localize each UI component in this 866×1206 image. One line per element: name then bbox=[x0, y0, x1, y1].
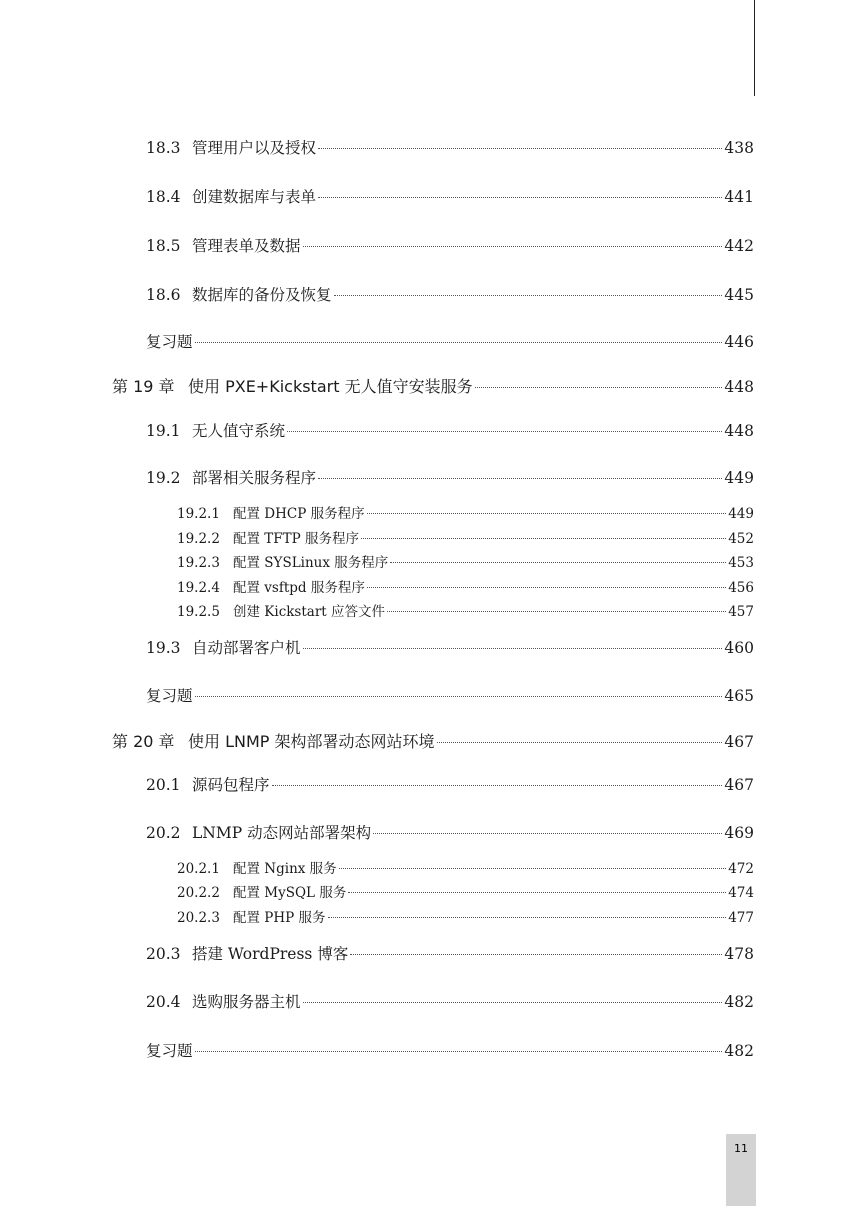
toc-entry-page: 472 bbox=[728, 861, 754, 877]
toc-entry-title: 复习题 bbox=[146, 333, 193, 351]
toc-section-entry[interactable] bbox=[146, 185, 754, 207]
toc-subsection-entry[interactable] bbox=[177, 551, 754, 571]
toc-entry-number: 20.2.3 bbox=[177, 910, 220, 926]
dot-leader bbox=[318, 197, 722, 198]
dot-leader bbox=[272, 785, 723, 786]
toc-entry-number: 18.6 bbox=[146, 286, 181, 304]
toc-section-entry[interactable] bbox=[146, 821, 754, 843]
toc-entry-title: 创建数据库与表单 bbox=[192, 188, 317, 206]
toc-entry-number: 20.1 bbox=[146, 776, 181, 794]
toc-entry-page: 448 bbox=[724, 422, 754, 440]
toc-entry-page: 469 bbox=[724, 824, 754, 842]
dot-leader bbox=[334, 295, 723, 296]
toc-entry-page: 482 bbox=[724, 993, 754, 1011]
dot-leader bbox=[390, 562, 726, 563]
margin-rule bbox=[754, 0, 755, 96]
toc-entry-page: 448 bbox=[724, 378, 754, 396]
toc-section-entry[interactable] bbox=[146, 466, 754, 488]
toc-chapter-entry[interactable] bbox=[112, 374, 754, 397]
dot-leader bbox=[348, 892, 726, 893]
toc-entry-title: 数据库的备份及恢复 bbox=[192, 286, 332, 304]
toc-entry-page: 457 bbox=[728, 604, 754, 620]
toc-entry-number: 19.2.2 bbox=[177, 531, 220, 547]
toc-subsection-entry[interactable] bbox=[177, 600, 754, 620]
toc-entry-title: 使用 PXE+Kickstart 无人值守安装服务 bbox=[188, 377, 473, 396]
toc-subsection-entry[interactable] bbox=[177, 502, 754, 522]
toc-entry-page: 453 bbox=[728, 555, 754, 571]
dot-leader bbox=[195, 1051, 723, 1052]
dot-leader bbox=[339, 868, 727, 869]
toc-entry-number: 第 19 章 bbox=[112, 377, 175, 396]
toc-entry-page: 467 bbox=[724, 733, 754, 751]
toc-entry-number: 20.2 bbox=[146, 824, 181, 842]
toc-entry-number: 19.2.1 bbox=[177, 506, 220, 522]
toc-entry-title: 源码包程序 bbox=[192, 776, 270, 794]
dot-leader bbox=[303, 246, 723, 247]
toc-entry-page: 460 bbox=[724, 639, 754, 657]
toc-entry-number: 19.2.3 bbox=[177, 555, 220, 571]
toc-entry-title: 无人值守系统 bbox=[192, 422, 286, 440]
dot-leader bbox=[287, 431, 722, 432]
toc-entry-page: 441 bbox=[724, 188, 754, 206]
toc-entry-title: LNMP 动态网站部署架构 bbox=[192, 824, 372, 842]
toc-entry-title: 配置 PHP 服务 bbox=[233, 910, 326, 926]
toc-subsection-entry[interactable] bbox=[177, 881, 754, 901]
toc-entry-number: 19.2.4 bbox=[177, 580, 220, 596]
toc-section-entry[interactable] bbox=[146, 942, 754, 964]
toc-entry-title: 使用 LNMP 架构部署动态网站环境 bbox=[188, 732, 435, 751]
toc-review-entry[interactable] bbox=[146, 684, 754, 706]
toc-subsection-entry[interactable] bbox=[177, 857, 754, 877]
toc-entry-page: 456 bbox=[728, 580, 754, 596]
toc-section-entry[interactable] bbox=[146, 283, 754, 305]
dot-leader bbox=[437, 742, 723, 743]
toc-entry-title: 自动部署客户机 bbox=[192, 639, 301, 657]
toc-subsection-entry[interactable] bbox=[177, 576, 754, 596]
toc-section-entry[interactable] bbox=[146, 773, 754, 795]
toc-review-entry[interactable] bbox=[146, 1039, 754, 1061]
page-number: 11 bbox=[734, 1142, 748, 1155]
dot-leader bbox=[367, 513, 727, 514]
toc-entry-number: 20.3 bbox=[146, 945, 181, 963]
toc-entry-number: 19.2.5 bbox=[177, 604, 220, 620]
toc-entry-page: 438 bbox=[724, 139, 754, 157]
toc-entry-number: 18.4 bbox=[146, 188, 181, 206]
toc-entry-title: 管理用户以及授权 bbox=[192, 139, 317, 157]
toc-entry-title: 配置 SYSLinux 服务程序 bbox=[233, 555, 389, 571]
dot-leader bbox=[195, 696, 723, 697]
dot-leader bbox=[361, 538, 726, 539]
toc-entry-number: 18.5 bbox=[146, 237, 181, 255]
toc-entry-title: 配置 vsftpd 服务程序 bbox=[233, 580, 365, 596]
toc-section-entry[interactable] bbox=[146, 990, 754, 1012]
toc-entry-page: 449 bbox=[728, 506, 754, 522]
toc-entry-page: 467 bbox=[724, 776, 754, 794]
toc-section-entry[interactable] bbox=[146, 419, 754, 441]
toc-entry-page: 478 bbox=[724, 945, 754, 963]
dot-leader bbox=[387, 611, 726, 612]
toc-entry-title: 复习题 bbox=[146, 1042, 193, 1060]
dot-leader bbox=[328, 917, 727, 918]
toc-entry-title: 搭建 WordPress 博客 bbox=[192, 945, 349, 963]
toc-entry-title: 配置 DHCP 服务程序 bbox=[233, 506, 365, 522]
dot-leader bbox=[373, 833, 722, 834]
page-number-tab bbox=[726, 1134, 756, 1206]
toc-section-entry[interactable] bbox=[146, 234, 754, 256]
toc-section-entry[interactable] bbox=[146, 136, 754, 158]
toc-entry-number: 19.2 bbox=[146, 469, 181, 487]
dot-leader bbox=[303, 1002, 723, 1003]
dot-leader bbox=[367, 587, 726, 588]
toc-entry-number: 第 20 章 bbox=[112, 732, 175, 751]
toc-subsection-entry[interactable] bbox=[177, 527, 754, 547]
toc-entry-page: 449 bbox=[724, 469, 754, 487]
dot-leader bbox=[195, 342, 723, 343]
toc-section-entry[interactable] bbox=[146, 636, 754, 658]
toc-entry-page: 442 bbox=[724, 237, 754, 255]
toc-entry-page: 477 bbox=[728, 910, 754, 926]
toc-chapter-entry[interactable] bbox=[112, 729, 754, 752]
toc-entry-page: 465 bbox=[724, 687, 754, 705]
toc-subsection-entry[interactable] bbox=[177, 906, 754, 926]
toc-entry-page: 452 bbox=[728, 531, 754, 547]
dot-leader bbox=[350, 954, 722, 955]
toc-entry-number: 20.2.1 bbox=[177, 861, 220, 877]
toc-review-entry[interactable] bbox=[146, 330, 754, 352]
toc-entry-page: 446 bbox=[724, 333, 754, 351]
toc-entry-title: 管理表单及数据 bbox=[192, 237, 301, 255]
toc-entry-title: 复习题 bbox=[146, 687, 193, 705]
dot-leader bbox=[318, 148, 722, 149]
dot-leader bbox=[303, 648, 723, 649]
dot-leader bbox=[475, 387, 723, 388]
toc-entry-title: 选购服务器主机 bbox=[192, 993, 301, 1011]
toc-entry-title: 配置 MySQL 服务 bbox=[233, 885, 347, 901]
toc-entry-number: 19.1 bbox=[146, 422, 181, 440]
toc-entry-title: 部署相关服务程序 bbox=[192, 469, 317, 487]
toc-entry-number: 18.3 bbox=[146, 139, 181, 157]
toc-entry-title: 配置 Nginx 服务 bbox=[233, 861, 337, 877]
toc-entry-number: 20.2.2 bbox=[177, 885, 220, 901]
toc-entry-title: 创建 Kickstart 应答文件 bbox=[233, 604, 386, 620]
toc-entry-page: 474 bbox=[728, 885, 754, 901]
toc-entry-number: 19.3 bbox=[146, 639, 181, 657]
toc-entry-page: 445 bbox=[724, 286, 754, 304]
toc-entry-title: 配置 TFTP 服务程序 bbox=[233, 531, 360, 547]
toc-entry-page: 482 bbox=[724, 1042, 754, 1060]
toc-entry-number: 20.4 bbox=[146, 993, 181, 1011]
dot-leader bbox=[318, 478, 722, 479]
